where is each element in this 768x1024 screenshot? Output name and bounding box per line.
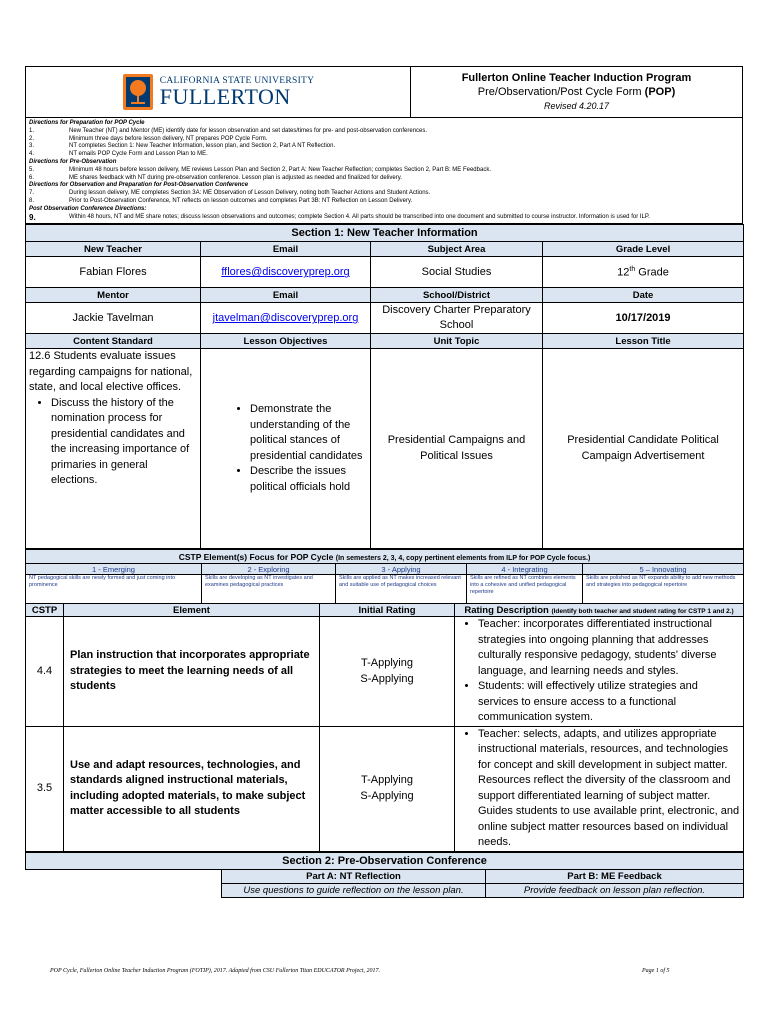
part-b-instructions: Provide feedback on lesson plan reflection. [486,883,744,897]
objective-item: • Describe the issues political officials hold [250,464,367,495]
grade-word: Grade [635,266,669,279]
cstp-element: Use and adapt resources, technologies, and standards aligned instructional materials, including adopted materials, to make subject matter accessible to all students [64,726,320,851]
program-title: Fullerton Online Teacher Induction Program [461,72,692,84]
directions-item-number: 6. [29,174,35,181]
directions-item-text: NT completes Section 1: New Teacher Information, lesson plan, and Section 2, Part A NT Reflection. [69,143,336,150]
directions-heading: Directions for Preparation for POP Cycle [29,120,145,126]
form-title-cell [411,67,743,118]
new-teacher-email-cell [201,257,371,288]
directions-item [29,136,739,144]
student-rating: S-Applying [360,672,414,685]
content-standard-text: 12.6 Students evaluate issues regarding campaigns for national, state, and local elective offices. [29,350,193,394]
directions-item [29,143,739,151]
objective-item: • Demonstrate the understanding of the political stances of presidential candidates [250,402,367,464]
lesson-objectives [201,349,371,549]
revised-date: Revised 4.20.17 [543,101,610,111]
level-exploring: 2 - Exploring [202,564,336,575]
directions-item-text: New Teacher (NT) and Mentor (ME) identify date for lesson observation and set dates/times for pre- and post-observation conferences. [69,127,428,134]
directions-item [29,128,739,136]
directions-item-number: 2. [29,135,35,142]
directions-item [29,151,739,159]
directions-item-text: Within 48 hours, NT and ME share notes; discuss lesson observations and outcomes; complete Section 4. All parts should be transcribed into one document and submitted to course instructor. Information is used for ILP. [69,213,650,220]
col-subject-area: Subject Area [371,242,543,257]
level-desc-innovating: Skills are polished as NT expands ability to add new methods and strategies into pedagogical repertoire [583,575,744,604]
section1-title: Section 1: New Teacher Information [26,225,744,242]
directions-item-number: 9. [29,212,36,222]
content-standard [26,349,201,549]
directions-item-text: Minimum three days before lesson delivery, NT prepares POP Cycle Form. [69,135,268,142]
col-element: Element [64,604,320,617]
col-initial-rating: Initial Rating [320,604,455,617]
directions-item-text: ME shares feedback with NT during pre-observation conference. Lesson plan is adjusted as needed and finalized for delivery. [69,174,402,181]
part-b-title: Part B: ME Feedback [486,869,744,883]
cstp-table [25,549,744,852]
directions-item [29,167,739,175]
logo-university-line: CALIFORNIA STATE UNIVERSITY [159,76,315,86]
observation-date: 10/17/2019 [543,303,744,334]
level-desc-exploring: Skills are developing as NT investigates and examines pedagogical practices [202,575,336,604]
logo-cell [26,67,411,118]
grade-number: 12 [617,266,630,279]
directions-item-number: 1. [29,127,35,134]
directions-item [29,190,739,198]
col-rating-description [455,604,744,617]
initial-rating [320,726,455,851]
rating-description [455,726,744,851]
logo-fullerton-line: FULLERTON [159,84,291,109]
rating-description-title: Rating Description [464,604,549,616]
unit-topic: Presidential Campaigns and Political Issues [371,349,543,549]
new-teacher-name: Fabian Flores [26,257,201,288]
page-number: Page 1 of 5 [642,968,670,974]
directions-item [29,198,739,206]
rating-desc-item: • Teacher: selects, adapts, and utilizes appropriate instructional materials, resources, and technologies for concept and skill development in subject matter. Resources reflect the diversity of the classroom and support differentiated learning of subject matter. Guides students to use available print, electronic, and online subject matter resources based on individual needs. [478,727,740,851]
grade-suffix: th [629,266,636,274]
new-teacher-email-link[interactable]: fflores@discoveryprep.org [221,266,350,279]
directions-heading: Directions for Pre-Observation [29,158,117,165]
directions-item-number: 4. [29,151,35,158]
cstp-focus-title: CSTP Element(s) Focus for POP Cycle [178,551,334,562]
col-lesson-title: Lesson Title [543,334,744,349]
section2-title: Section 2: Pre-Observation Conference [26,852,744,869]
cstp-row [26,617,744,727]
rating-description-note: (Identify both teacher and student rating for CSTP 1 and 2.) [551,607,734,615]
tree-seal-icon [122,73,154,111]
footer-citation: POP Cycle, Fullerton Online Teacher Induction Program (FOTIP), 2017. Adapted from CSU Fullerton Titan EDUCATOR Project, 2017. [50,968,381,974]
level-innovating: 5 – Innovating [583,564,744,575]
directions [26,118,743,224]
level-desc-applying: Skills are applied as NT makes increased relevant and suitable use of pedagogical choices [336,575,467,604]
mentor-email-cell [201,303,371,334]
part-a-title: Part A: NT Reflection [222,869,486,883]
level-desc-emerging: NT pedagogical skills are newly formed and just coming into prominence [26,575,202,604]
directions-item [29,175,739,183]
form-abbrev: (POP) [644,86,676,98]
content-standard-bullet: • Discuss the history of the nomination process for presidential candidates and the increasing importance of primaries in general elections. [51,396,197,489]
teacher-rating: T-Applying [361,657,413,670]
section1-table [25,224,744,549]
cstp-number: 3.5 [26,726,64,851]
level-applying: 3 - Applying [336,564,467,575]
col-mentor: Mentor [26,288,201,303]
header-table [25,66,743,224]
col-content-standard: Content Standard [26,334,201,349]
col-school-district: School/District [371,288,543,303]
col-cstp: CSTP [26,604,64,617]
initial-rating [320,617,455,727]
directions-item [29,214,739,222]
level-desc-integrating: Skills are refined as NT combines elements into a cohesive and unified pedagogical repertoire [467,575,583,604]
col-date: Date [543,288,744,303]
directions-item-number: 8. [29,197,35,204]
form-title-text: Pre/Observation/Post Cycle Form [477,86,642,98]
grade-level [543,257,744,288]
directions-item-number: 7. [29,190,35,197]
directions-heading: Directions for Observation and Preparation for Post-Observation Conference [29,182,249,189]
directions-item-text: Minimum 48 hours before lesson delivery, ME reviews Lesson Plan and Section 2, Part A: New Teacher Reflection; completes Section 2, Part B: ME Feedback. [69,166,491,173]
directions-item-text: During lesson delivery, ME completes Section 3A: ME Observation of Lesson Delivery, noting both Teacher Actions and Student Actions. [69,190,431,197]
subject-area: Social Studies [371,257,543,288]
col-email-mentor: Email [201,288,371,303]
directions-item-number: 3. [29,143,35,150]
col-lesson-objectives: Lesson Objectives [201,334,371,349]
col-new-teacher: New Teacher [26,242,201,257]
directions-item-number: 5. [29,166,35,173]
col-grade-level: Grade Level [543,242,744,257]
school-district: Discovery Charter Preparatory School [371,303,543,334]
cstp-element: Plan instruction that incorporates appropriate strategies to meet the learning needs of all students [64,617,320,727]
csuf-logo [29,73,407,111]
mentor-email-link[interactable]: jtavelman@discoveryprep.org [212,312,359,325]
mentor-name: Jackie Tavelman [26,303,201,334]
cstp-row [26,726,744,851]
cstp-number: 4.4 [26,617,64,727]
rating-description [455,617,744,727]
part-a-instructions: Use questions to guide reflection on the lesson plan. [222,883,486,897]
section2-blank [26,869,222,897]
cstp-focus-heading [26,550,744,564]
level-emerging: 1 - Emerging [26,564,202,575]
student-rating: S-Applying [360,789,414,802]
directions-item-text: Prior to Post-Observation Conference, NT reflects on lesson outcomes and completes Part 3B: NT Reflection on Lesson Delivery. [69,197,413,204]
form-title [414,85,739,99]
rating-desc-item: • Teacher: incorporates differentiated instructional strategies into ongoing planning that addresses culturally responsive pedagogy, students' diverse language, and learning needs and styles. [478,617,740,679]
directions-heading: Post Observation Conference Directions: [29,205,147,212]
pop-form [25,66,743,898]
rating-desc-item: • Students: will effectively utilize strategies and services to ensure access to a functional communication system. [478,679,740,726]
level-integrating: 4 - Integrating [467,564,583,575]
col-email: Email [201,242,371,257]
lesson-title: Presidential Candidate Political Campaign Advertisement [543,349,744,549]
col-unit-topic: Unit Topic [371,334,543,349]
teacher-rating: T-Applying [361,774,413,787]
directions-item-text: NT emails POP Cycle Form and Lesson Plan to ME. [69,151,208,158]
cstp-focus-note: (In semesters 2, 3, 4, copy pertinent elements from ILP for POP Cycle focus.) [335,554,591,562]
section2-table [25,852,744,898]
